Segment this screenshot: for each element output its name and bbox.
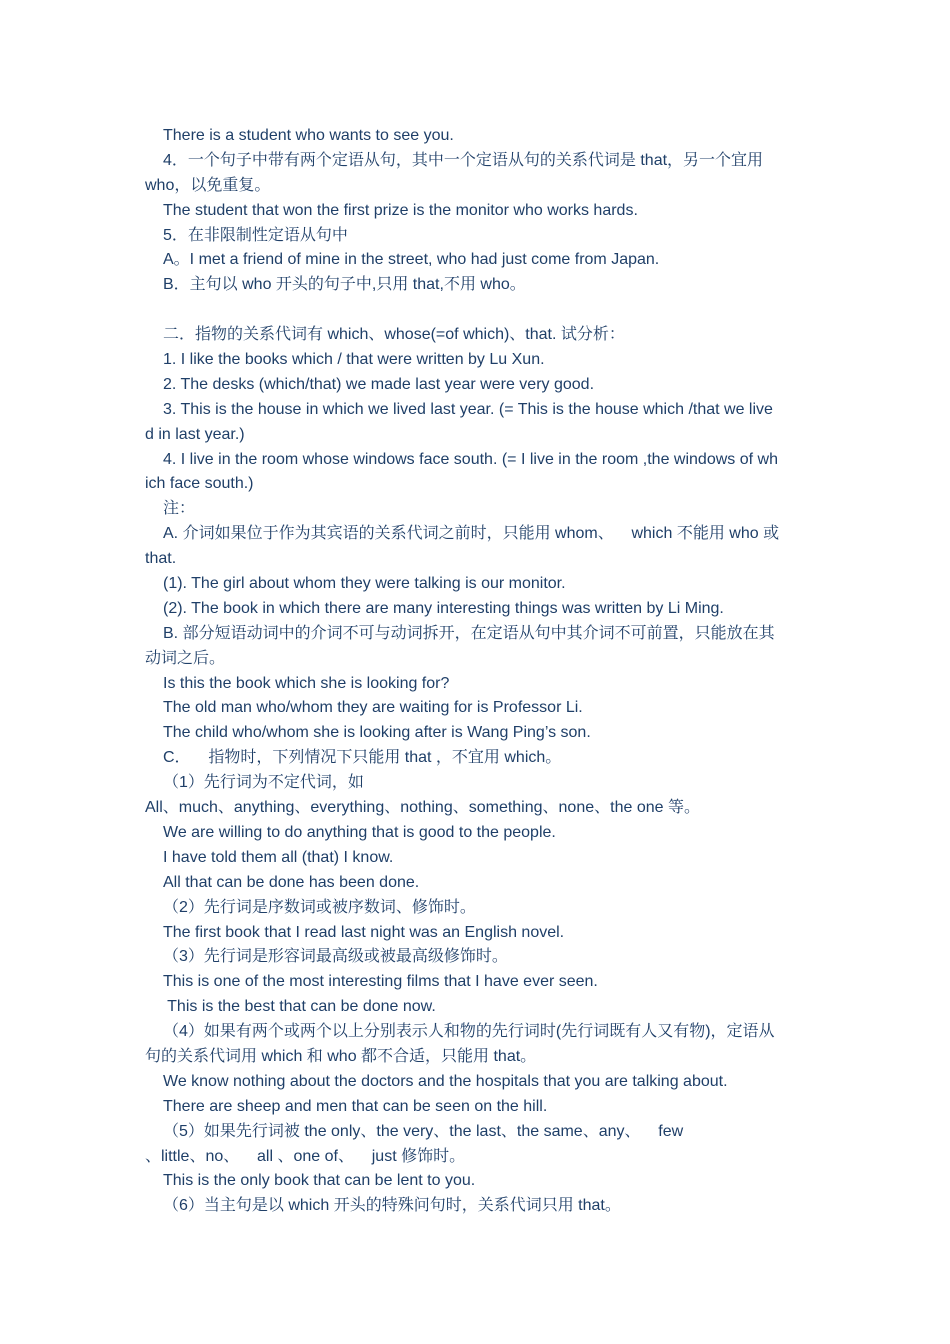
text-line: I have told them all (that) I know.: [163, 848, 394, 866]
blank-line: [145, 298, 810, 323]
text-line: 句的关系代词用 which 和 who 都不合适，只能用 that。: [145, 1047, 537, 1065]
document-body: [145, 124, 810, 1219]
text-line: C． 指物时，下列情况下只能用 that ，不宜用 which。: [163, 749, 562, 767]
text-line: The first book that I read last night was an English novel.: [163, 923, 565, 941]
text-line: The student that won the first prize is the monitor who works hards.: [163, 201, 638, 219]
text-line: （5）如果先行词被 the only、the very、the last、the same、any、 few: [163, 1122, 684, 1140]
text-line: （2）先行词是序数词或被序数词、修饰时。: [163, 898, 476, 916]
text-line: 二．指物的关系代词有 which、whose(=of which)、that. 试分析：: [163, 326, 625, 344]
text-line: B．主句以 who 开头的句子中,只用 that,不用 who。: [163, 276, 526, 294]
text-line: 、little、no、 all 、one of、 just 修饰时。: [145, 1147, 466, 1165]
text-line: （1）先行词为不定代词，如: [163, 774, 364, 792]
text-line: This is one of the most interesting films that I have ever seen.: [163, 973, 598, 991]
text-line: We know nothing about the doctors and the hospitals that you are talking about.: [163, 1072, 728, 1090]
text-line: 4．一个句子中带有两个定语从句，其中一个定语从句的关系代词是 that，另一个宜用: [163, 151, 764, 169]
text-line: A。I met a friend of mine in the street, who had just come from Japan.: [163, 251, 660, 269]
text-line: （4）如果有两个或两个以上分别表示人和物的先行词时(先行词既有人又有物)，定语从: [163, 1023, 775, 1041]
text-line: The child who/whom she is looking after is Wang Ping’s son.: [163, 724, 591, 742]
text-line: All、much、anything、everything、nothing、something、none、the one 等。: [145, 799, 700, 817]
text-line: ich face south.): [145, 475, 254, 493]
text-line: 1. I like the books which / that were written by Lu Xun.: [163, 351, 545, 369]
text-line: There is a student who wants to see you.: [163, 127, 454, 144]
text-line: This is the best that can be done now.: [163, 998, 436, 1016]
text-line: B. 部分短语动词中的介词不可与动词拆开，在定语从句中其介词不可前置，只能放在其: [163, 624, 775, 642]
text-line: Is this the book which she is looking for?: [163, 674, 450, 692]
text-line: 4. I live in the room whose windows face south. (= I live in the room ,the windows of wh: [163, 450, 778, 468]
text-line: (1). The girl about whom they were talking is our monitor.: [163, 575, 566, 593]
text-line: 2. The desks (which/that) we made last year were very good.: [163, 375, 595, 393]
text-line: There are sheep and men that can be seen on the hill.: [163, 1097, 548, 1115]
text-line: (2). The book in which there are many interesting things was written by Li Ming.: [163, 599, 724, 617]
text-line: 3. This is the house in which we lived last year. (= This is the house which /that we live: [163, 400, 773, 418]
text-line: A. 介词如果位于作为其宾语的关系代词之前时，只能用 whom、 which 不能用 who 或: [163, 525, 780, 543]
text-line: that.: [145, 550, 177, 568]
text-line: 5．在非限制性定语从句中: [163, 226, 348, 244]
text-line: （3）先行词是形容词最高级或被最高级修饰时。: [163, 948, 508, 966]
text-line: This is the only book that can be lent to you.: [163, 1172, 476, 1190]
text-line: All that can be done has been done.: [163, 873, 420, 891]
text-line: 动词之后。: [145, 649, 226, 667]
text-line: who，以免重复。: [145, 176, 271, 194]
text-line: 注：: [163, 500, 196, 518]
text-line: We are willing to do anything that is good to the people.: [163, 823, 556, 841]
text-line: d in last year.): [145, 425, 245, 443]
text-line: The old man who/whom they are waiting for is Professor Li.: [163, 699, 583, 717]
text-line: （6）当主句是以 which 开头的特殊问句时，关系代词只用 that。: [163, 1197, 621, 1215]
